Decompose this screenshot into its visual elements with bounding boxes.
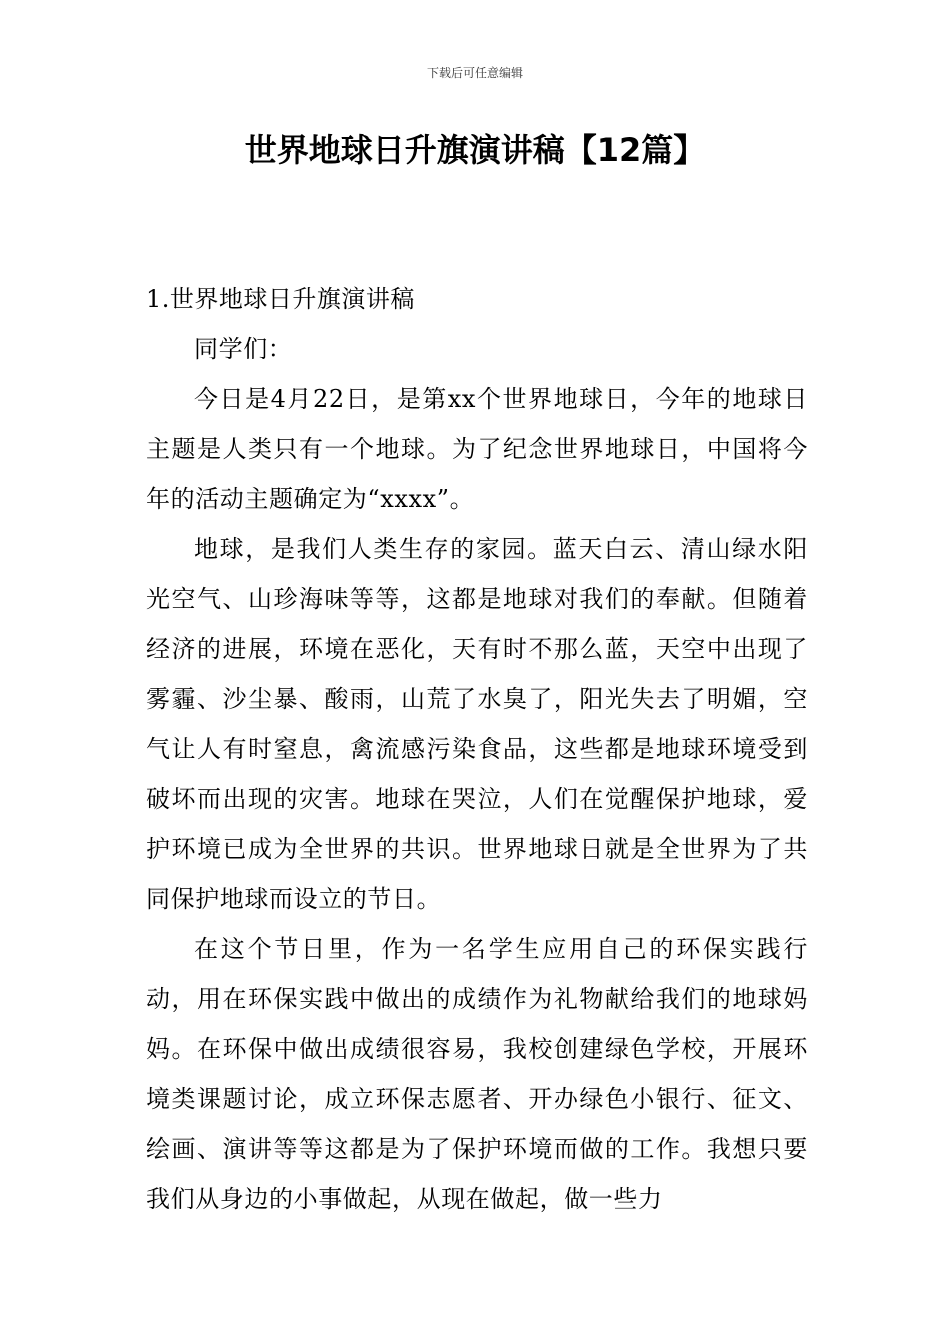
document-title: 世界地球日升旗演讲稿【12篇】: [244, 131, 706, 169]
paragraph-greeting: 同学们：: [194, 335, 293, 363]
paragraph: 在这个节日里，作为一名学生应用自己的环保实践行动，用在环保实践中做出的成绩作为礼物献给我们的地球妈妈。在环保中做出成绩很容易，我校创建绿色学校，开展环境类课题讨论，成立环保志愿者、开办绿色小银行、征文、绘画、演讲等等这都是为了保护环境而做的工作。我想只要我们从身边的小事做起，从现在做起，做一些力: [146, 935, 808, 1213]
header-note: 下载后可任意编辑: [426, 66, 523, 80]
paragraph: 地球，是我们人类生存的家园。蓝天白云、清山绿水阳光空气、山珍海味等等，这都是地球对我们的奉献。但随着经济的进展，环境在恶化，天有时不那么蓝，天空中出现了雾霾、沙尘暴、酸雨，山荒了水臭了，阳光失去了明媚，空气让人有时窒息，禽流感污染食品，这些都是地球环境受到破坏而出现的灾害。地球在哭泣，人们在觉醒保护地球，爱护环境已成为全世界的共识。世界地球日就是全世界为了共同保护地球而设立的节日。: [146, 535, 808, 913]
section-heading: 1.世界地球日升旗演讲稿: [146, 285, 415, 313]
paragraph: 今日是4月22日，是第xx个世界地球日，今年的地球日主题是人类只有一个地球。为了纪念世界地球日，中国将今年的活动主题确定为“xxxx”。: [146, 385, 808, 513]
document-body: [146, 274, 808, 1224]
